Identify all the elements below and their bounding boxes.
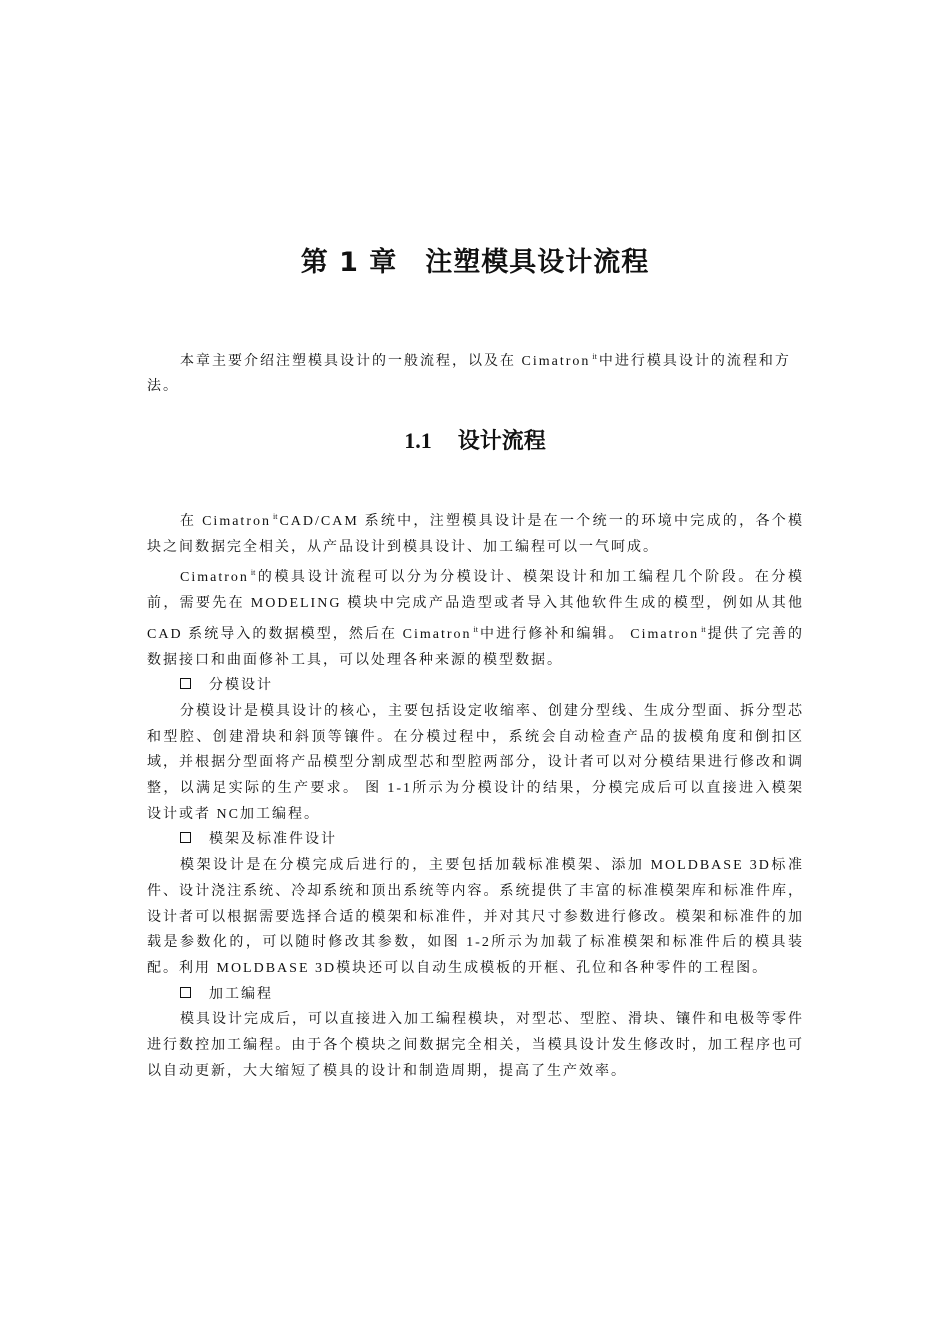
text: 所示为加载了标准模架和标准件后的模具装配。利用 — [147, 935, 804, 976]
checkbox-bullet-icon — [180, 678, 191, 689]
text: 分模设计是模具设计的核心，主要包括设定收缩率、创建分型线、生成分型面、拆分型芯和型腔、创建滑块和斜顶等镶件。在分模过程中，系统会自动检查产品的拔模角度和倒扣区域，并根据分型面将产品模型分割成型芯和型腔两部分，设计者可以对分模结果进行修改和调整，以满足实际的生产要求。 — [147, 703, 804, 797]
subsection-title: 模架及标准件设计 — [209, 832, 337, 848]
text: 系统导入的数据模型，然后在 — [188, 626, 398, 642]
chapter-number: 第 1 章 — [300, 247, 398, 278]
text: 模块还可以自动生成模板的开框、孔位和各种零件的工程图。 — [336, 960, 769, 976]
checkbox-bullet-icon — [180, 987, 191, 998]
intro-text: 中进行模具设计的流程和方法。 — [147, 354, 791, 394]
checkbox-bullet-icon — [180, 832, 191, 843]
text: 的模具设计流程可以分为分模设计、模架设计和加工编程几个阶段。在分模前， — [147, 570, 804, 612]
section-heading — [0, 424, 950, 455]
subsection-heading — [147, 982, 804, 1008]
figure-ref: 1-2 — [466, 935, 491, 951]
text: 中进行修补和编辑。 — [479, 626, 625, 642]
text: CAD/CAM 系统中，注塑模具设计是在一个统一的环境中完成的，各个模块之间数据完全相关， — [147, 514, 805, 555]
paragraph — [147, 853, 804, 982]
text: 提供了完善的数据接口和曲面修补工具，可以处理各种来源的模型数据。 — [147, 626, 805, 668]
brand-name: Cimatron — [202, 514, 271, 529]
brand-name: Cimatron — [402, 626, 472, 642]
text: 模具设计完成后，可以直接进入加工编程模块，对型芯、型腔、滑块、镶件和电极等零件进行数控加工编程。由于各个模块之间数据完全相关，当模具设计发生修改时，加工程序也可以自动更新，大大缩短了模具的设计和制造周期，提高了生产效率。 — [147, 1012, 804, 1079]
paragraph: Cimatron $^{it}$ 的模具设计流程可以分为分模设计、模架设计和加工编程几个阶段。在分模前，需要先在 MODELING 模块中完成产品造型或者导入其他软件生成的模型，例如从其他 CAD 系统导入的数据模型，然后在 Cimatron $^{it}$ 中进行修补和编辑。 Cimatron $^{it}$ 提供了完善的数据接口和曲面修补工具，可以处理各种来源的模型数据。 — [147, 568, 805, 668]
text: 所示为分模设计的结果，分模完成后可以直接进入模架设计或者 — [147, 781, 805, 822]
document-body — [147, 504, 804, 1084]
intro-paragraph: 本章主要介绍注塑模具设计的一般流程，以及在 Cimatron $^{it}$ 中进行模具设计的流程和方法。 — [147, 352, 791, 394]
figure-ref: 1-1 — [387, 781, 413, 797]
text: 模架设计是在分模完成后进行的，主要包括加载标准模架、添加 — [180, 858, 645, 874]
text: NC — [216, 806, 240, 822]
module-name: MODELING — [250, 596, 342, 612]
paragraph — [147, 1007, 804, 1084]
section-title: 设计流程 — [457, 428, 546, 453]
subsection-title: 分模设计 — [209, 678, 273, 694]
text: 模块中完成产品造型或者导入其他软件生成的模型，例如从其他 — [347, 596, 805, 612]
subsection-title: 加工编程 — [209, 986, 273, 1002]
text: 3D — [315, 960, 337, 976]
module-name: MOLDBASE — [216, 960, 310, 976]
section-number: 1.1 — [404, 428, 432, 453]
text: 标准件、设计浇注系统、冷却系统和顶出系统等内容。系统提供了丰富的标准模架库和标准件库，设计者可以根据需要选择合适的模架和标准件，并对其尺寸参数进行修改。模架和标准件的加载是参数化的，可以随时修改其参数，如图 — [147, 858, 805, 951]
chapter-heading — [0, 240, 950, 279]
text: CAD — [147, 626, 183, 642]
paragraph: 分模设计是模具设计的核心，主要包括设定收缩率、创建分型线、生成分型面、拆分型芯和型腔、创建滑块和斜顶等镶件。在分模过程中，系统会自动检查产品的拔模角度和倒扣区域，并根据分型面将产品模型分割成型芯和型腔两部分，设计者可以对分模结果进行修改和调整，以满足实际的生产要求。 图 1-1所示为分模设计的结果，分模完成后可以直接进入模架设计或者 NC加工编程。 — [147, 703, 805, 822]
module-name: MOLDBASE — [650, 858, 744, 874]
text: 需要先在 — [179, 596, 245, 612]
text: 加工编程。 — [239, 806, 320, 822]
text: 在 — [180, 514, 197, 529]
subsection-heading — [147, 673, 804, 699]
brand-name: Cimatron — [521, 354, 591, 369]
text: 从产品设计到模具设计、加工编程可以一气呵成。 — [307, 539, 659, 555]
text: 3D — [749, 858, 771, 874]
chapter-title: 注塑模具设计流程 — [425, 247, 650, 278]
brand-name: Cimatron — [630, 626, 700, 642]
intro-text: 本章主要介绍注塑模具设计的一般流程，以及在 — [180, 354, 516, 369]
brand-name: Cimatron — [180, 570, 249, 586]
paragraph: 在 Cimatron $^{it}$ CAD/CAM 系统中，注塑模具设计是在一个统一的环境中完成的，各个模块之间数据完全相关，从产品设计到模具设计、加工编程可以一气呵成。 — [147, 512, 805, 555]
subsection-heading — [147, 827, 804, 853]
